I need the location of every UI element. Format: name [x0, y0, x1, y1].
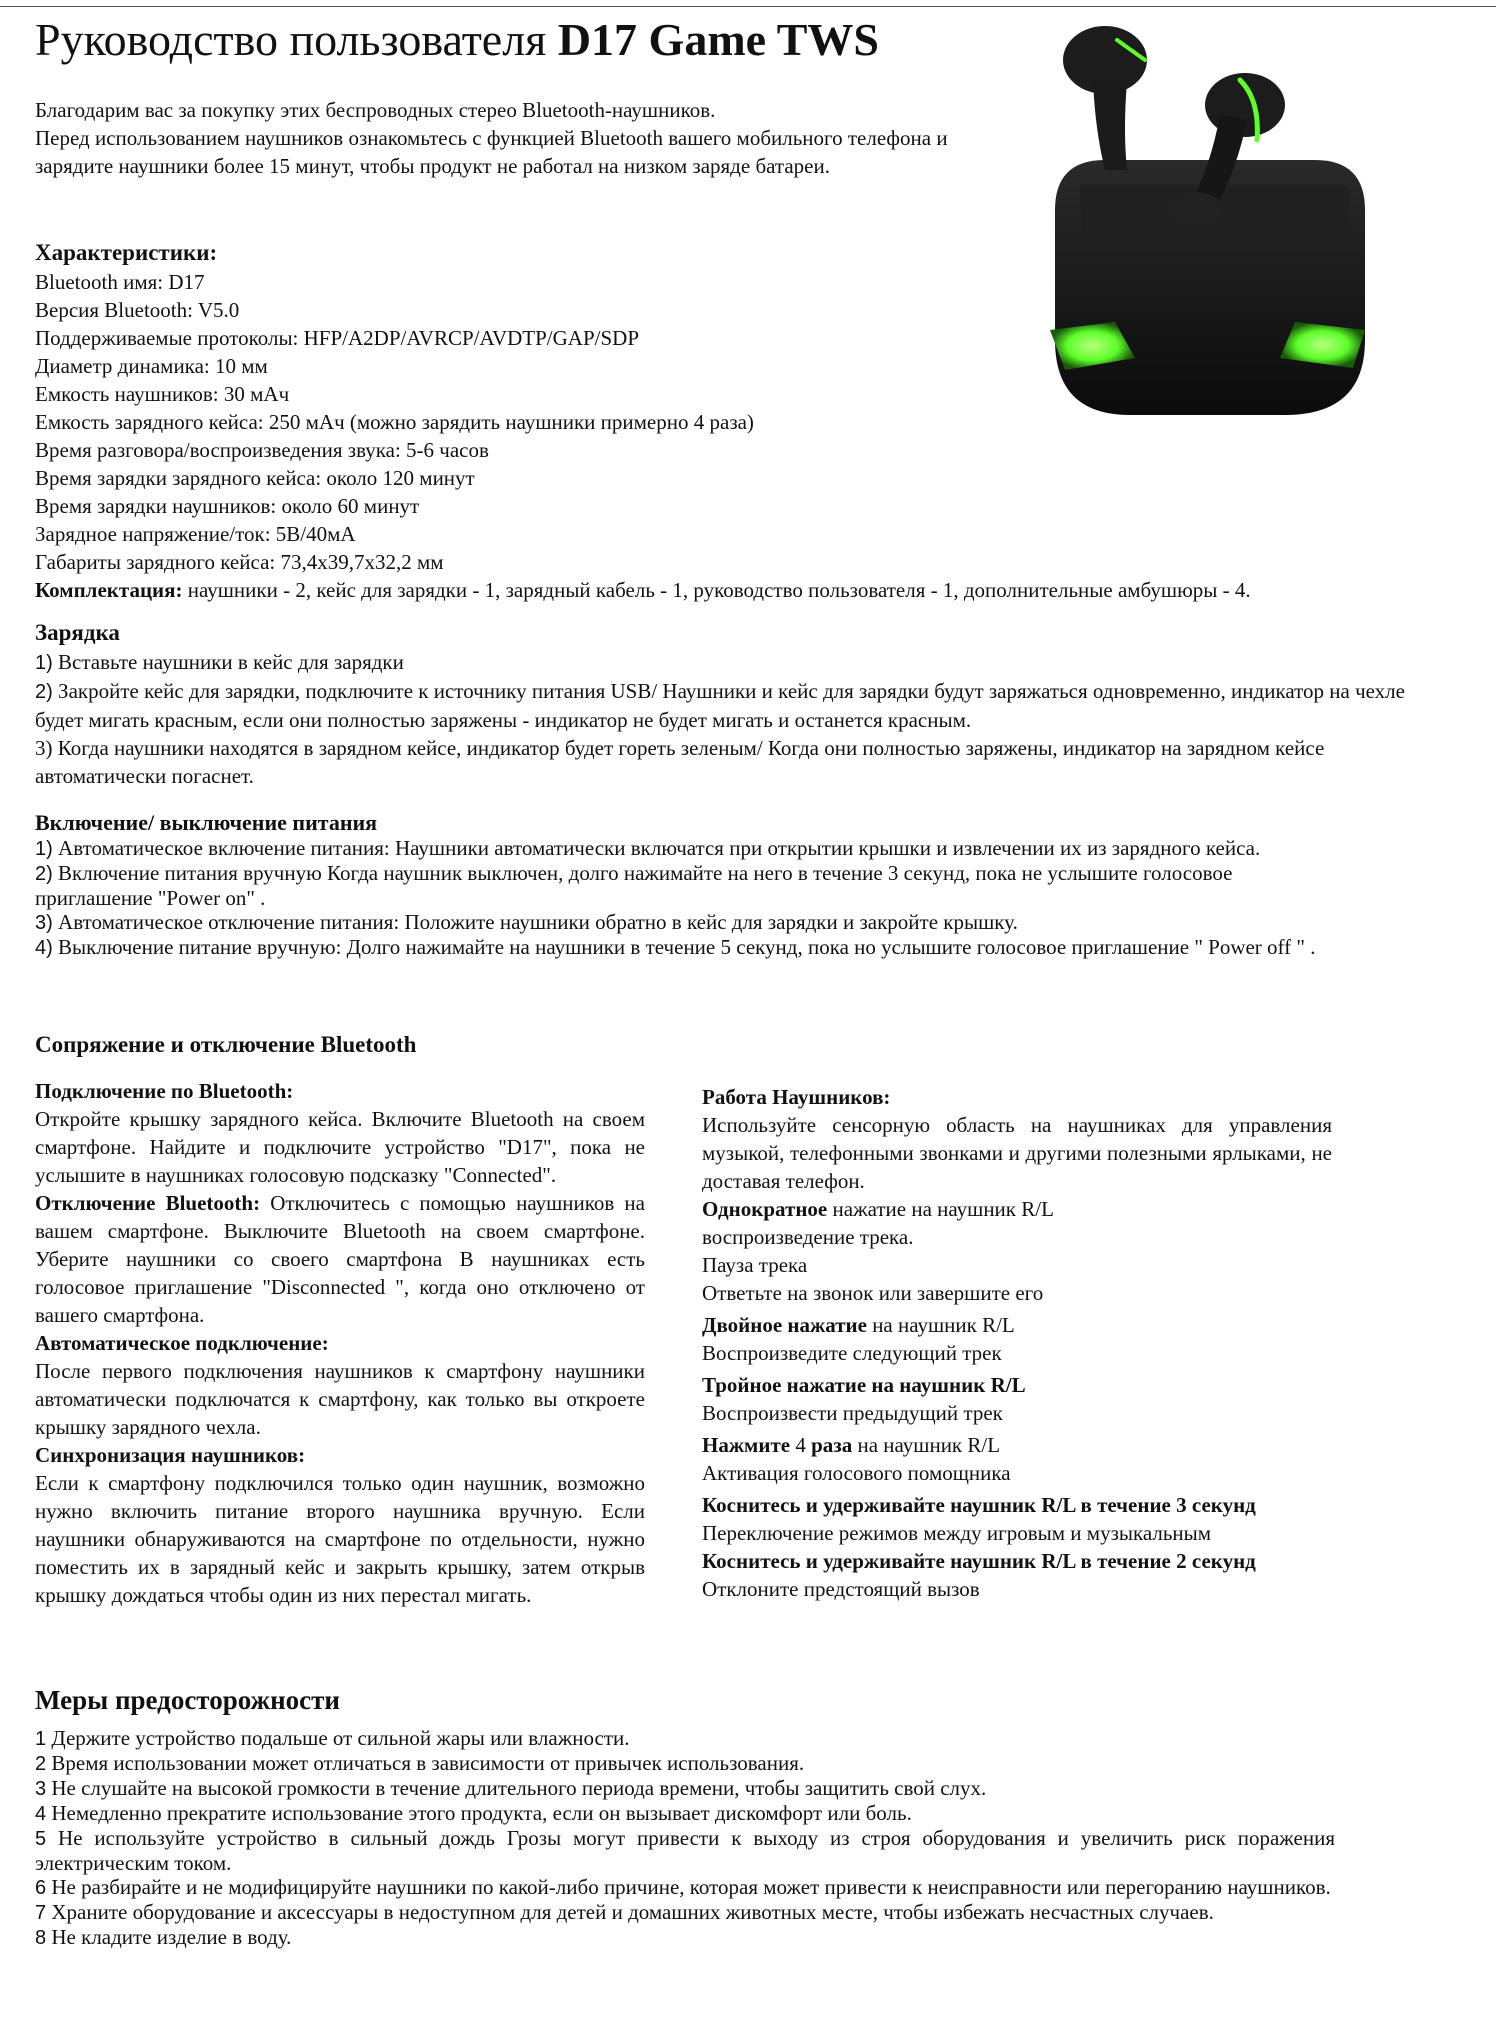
title-normal: Руководство пользователя — [35, 14, 558, 65]
precaution-item: 8 Не кладите изделие в воду. — [35, 1925, 292, 1949]
intro — [35, 96, 1005, 180]
spec-item: Габариты зарядного кейса: 73,4х39,7х32,2 мм — [35, 550, 444, 574]
spec-item: Время разговора/воспроизведения звука: 5-6 часов — [35, 438, 489, 462]
work-text: Используйте сенсорную область на наушниках для управления музыкой, телефонными звонками и другими полезными ярлыками, не доставая телефон. — [702, 1113, 1332, 1193]
precaution-item: 1 Держите устройство подальше от сильной жары или влажности. — [35, 1726, 630, 1750]
precautions-section — [35, 1682, 1335, 1950]
connect-text: Откройте крышку зарядного кейса. Включите Bluetooth на своем смартфоне. Найдите и подключите устройство "D17", пока не услышите в наушниках голосовую подсказку "Connected". — [35, 1107, 645, 1187]
hold-2s-line: Коснитесь и удерживайте наушник R/L в течение 2 секунд — [702, 1549, 1256, 1573]
power-section — [35, 810, 1335, 960]
precaution-item: 6 Не разбирайте и не модифицируйте наушники по какой-либо причине, которая может привести к неисправности или перегоранию наушников. — [35, 1875, 1331, 1899]
spec-item: Емкость зарядного кейса: 250 мАч (можно зарядить наушники примерно 4 раза) — [35, 410, 754, 434]
single-tap-action: Пауза трека — [702, 1253, 808, 1277]
disconnect-paragraph: Отключение Bluetooth: Отключитесь с помощью наушников на вашем смартфоне. Выключите Bluetooth на своем смартфоне. Уберите наушники со своего смартфона В наушниках есть голосовое приглашение "Disconnected ", когда оно отключено от вашего смартфона. — [35, 1191, 645, 1327]
work-heading: Работа Наушников: — [702, 1085, 891, 1109]
four-tap-action: Активация голосового помощника — [702, 1461, 1011, 1485]
spec-item: Время зарядки наушников: около 60 минут — [35, 494, 420, 518]
power-item: 1) Автоматическое включение питания: Наушники автоматически включатся при открытии крышки и извлечении их из зарядного кейса. — [35, 836, 1261, 860]
kit-text: наушники - 2, кейс для зарядки - 1, зарядный кабель - 1, руководство пользователя - 1, дополнительные амбушюры - 4. — [182, 578, 1251, 602]
sync-heading: Синхронизация наушников: — [35, 1443, 306, 1467]
title-model: D17 Game TWS — [557, 14, 879, 65]
pairing-right-column — [702, 1083, 1332, 1603]
top-rule — [0, 6, 1496, 7]
precaution-item: 7 Храните оборудование и аксессуары в недоступном для детей и домашних животных месте, чтобы избежать несчастных случаев. — [35, 1900, 1214, 1924]
pairing-section — [35, 1030, 1480, 1060]
spec-item: Время зарядки зарядного кейса: около 120 минут — [35, 466, 475, 490]
spec-item: Версия Bluetooth: V5.0 — [35, 298, 240, 322]
charging-item: 2) Закройте кейс для зарядки, подключите к источнику питания USB/ Наушники и кейс для зарядки будут заряжаться одновременно, индикатор на чехле будет мигать красным, если они полностью заряжены - индикатор не будет мигать и останется красным. — [35, 679, 1405, 732]
four-tap-line: Нажмите 4 раза на наушник R/L — [702, 1433, 1001, 1457]
sync-text: Если к смартфону подключился только один наушник, возможно нужно включить питание второго наушника вручную. Если наушники обнаруживаются на смартфоне по отдельности, нужно поместить их в зарядный кейс и закрыть крышку, затем открыв крышку дождаться чтобы один из них перестал мигать. — [35, 1471, 645, 1607]
charging-item: 1) Вставьте наушники в кейс для зарядки — [35, 650, 404, 674]
triple-tap-line: Тройное нажатие на наушник R/L — [702, 1373, 1026, 1397]
precaution-item: 3 Не слушайте на высокой громкости в течение длительного периода времени, чтобы защитить свой слух. — [35, 1776, 987, 1800]
spec-item: Поддерживаемые протоколы: HFP/A2DP/AVRCP/AVDTP/GAP/SDP — [35, 326, 639, 350]
spec-item: Диаметр динамика: 10 мм — [35, 354, 268, 378]
double-tap-line: Двойное нажатие на наушник R/L — [702, 1313, 1015, 1337]
auto-connect-heading: Автоматическое подключение: — [35, 1331, 329, 1355]
precaution-item: 2 Время использовании может отличаться в зависимости от привычек использования. — [35, 1751, 805, 1775]
precaution-item: 4 Немедленно прекратите использование этого продукта, если он вызывает дискомфорт или боль. — [35, 1801, 912, 1825]
charging-heading: Зарядка — [35, 620, 120, 645]
double-tap-action: Воспроизведите следующий трек — [702, 1341, 1002, 1365]
intro-line-2: Перед использованием наушников ознакомьтесь с функцией Bluetooth вашего мобильного телефона и зарядите наушники более 15 минут, чтобы продукт не работал на низком заряде батареи. — [35, 126, 948, 178]
specs-heading: Характеристики: — [35, 240, 218, 265]
single-tap-action: воспроизведение трека. — [702, 1225, 914, 1249]
pairing-heading: Сопряжение и отключение Bluetooth — [35, 1032, 417, 1057]
spec-item: Bluetooth имя: D17 — [35, 270, 205, 294]
connect-heading: Подключение по Bluetooth: — [35, 1079, 294, 1103]
spec-item: Емкость наушников: 30 мАч — [35, 382, 290, 406]
hold-2s-action: Отклоните предстоящий вызов — [702, 1577, 980, 1601]
single-tap-action: Ответьте на звонок или завершите его — [702, 1281, 1044, 1305]
hold-3s-line: Коснитесь и удерживайте наушник R/L в течение 3 секунд — [702, 1493, 1256, 1517]
spec-item: Зарядное напряжение/ток: 5В/40мА — [35, 522, 356, 546]
power-heading: Включение/ выключение питания — [35, 810, 378, 835]
power-item: 2) Включение питания вручную Когда наушник выключен, долго нажимайте на него в течение 3 секунд, пока не услышите голосовое приглашение "Power on" . — [35, 861, 1233, 910]
power-item: 4) Выключение питание вручную: Долго нажимайте на наушники в течение 5 секунд, пока но услышите голосовое приглашение " Power off " . — [35, 935, 1316, 959]
precautions-heading: Меры предосторожности — [35, 1685, 340, 1715]
precaution-item: 5 Не используйте устройство в сильный дождь Грозы могут привести к выходу из строя оборудования и увеличить риск поражения электрическим током. — [35, 1826, 1335, 1875]
specs-section — [35, 238, 1480, 604]
single-tap-line: Однократное нажатие на наушник R/L — [702, 1197, 1054, 1221]
kit-line — [35, 576, 1480, 604]
intro-line-1: Благодарим вас за покупку этих беспроводных стерео Bluetooth-наушников. — [35, 98, 716, 122]
charging-section — [35, 618, 1455, 790]
power-item: 3) Автоматическое отключение питания: Положите наушники обратно в кейс для зарядки и закройте крышку. — [35, 910, 1018, 934]
kit-label: Комплектация: — [35, 578, 183, 602]
hold-3s-action: Переключение режимов между игровым и музыкальным — [702, 1521, 1212, 1545]
triple-tap-action: Воспроизвести предыдущий трек — [702, 1401, 1003, 1425]
pairing-left-column — [35, 1077, 645, 1609]
page-title — [35, 12, 879, 68]
charging-item: 3) Когда наушники находятся в зарядном кейсе, индикатор будет гореть зеленым/ Когда они полностью заряжены, индикатор на зарядном кейсе автоматически погаснет. — [35, 736, 1325, 788]
auto-connect-text: После первого подключения наушников к смартфону наушники автоматически подключатся к смартфону, как только вы откроете крышку зарядного чехла. — [35, 1359, 645, 1439]
